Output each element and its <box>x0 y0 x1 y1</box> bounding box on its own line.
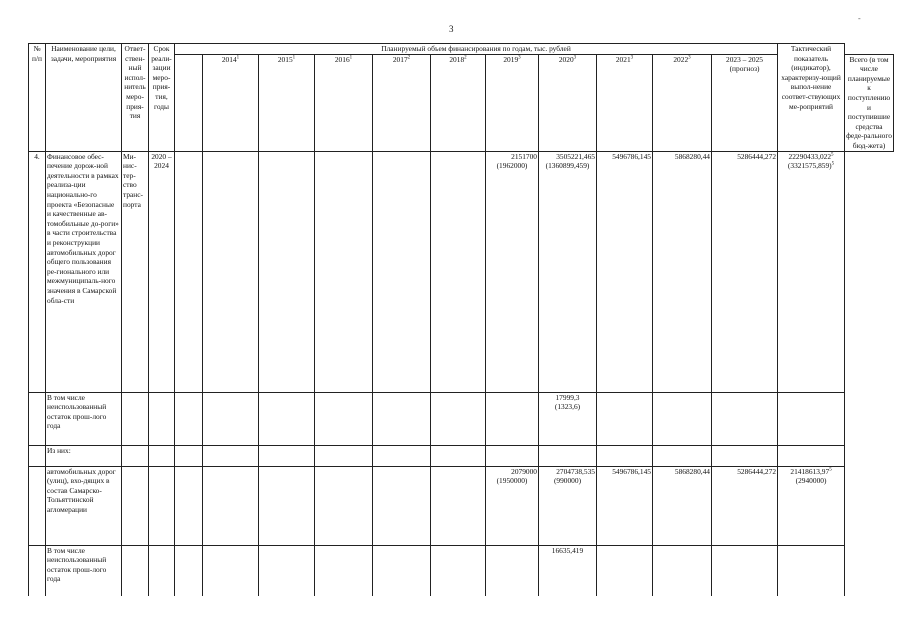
cell-empty <box>486 445 539 466</box>
cell-empty <box>315 445 373 466</box>
cell-empty <box>175 151 203 392</box>
cell-empty <box>373 392 431 445</box>
row-name: Финансовое обес-печение дорож-ной деятельности в рамках реализа-ции национально-го проекта «Безопасные и качественные ав-томобильные до-роги» в части строительства и реконструкции автомобильных дорог общего пользования ре-гионального или межмуниципаль-ного значения в Самарской обла-сти <box>46 151 122 392</box>
header-year-2018: 2018$^2$ <box>431 54 486 151</box>
cell-empty <box>431 392 486 445</box>
cell-empty <box>315 392 373 445</box>
header-name: Наименование цели, задачи, мероприятия <box>46 44 122 152</box>
header-total: Всего (в том числе планируемые к поступлению и поступившие средства феде-рального бюд-жета) <box>846 54 892 150</box>
header-blank <box>175 54 203 151</box>
cell-empty <box>203 466 259 545</box>
cell-empty <box>315 466 373 545</box>
cell-2020: 3505221,465 (1360899,459) <box>539 151 597 392</box>
header-year-2019: 2019$^3$ <box>486 54 539 151</box>
cell-empty <box>597 445 653 466</box>
cell-empty <box>373 445 431 466</box>
row-executor: Ми-нис-тер-ство транс-порта <box>122 151 149 392</box>
cell-2020: 2704738,535 (990000) <box>539 466 597 545</box>
corner-mark: - <box>858 14 861 23</box>
header-forecast: 2023 – 2025 (прогноз) <box>712 54 778 151</box>
cell-empty <box>712 445 778 466</box>
table-row <box>29 466 894 545</box>
table-row <box>29 151 894 392</box>
cell-empty <box>259 545 315 596</box>
cell-empty <box>122 466 149 545</box>
cell-2022: 5868280,44 <box>653 466 712 545</box>
cell-empty <box>149 466 175 545</box>
row-name: Из них: <box>46 445 122 466</box>
cell-empty <box>539 445 597 466</box>
header-year-2022: 2022$^3$ <box>653 54 712 151</box>
cell-empty <box>486 392 539 445</box>
cell-empty <box>431 445 486 466</box>
cell-empty <box>431 151 486 392</box>
funding-table <box>28 43 894 596</box>
cell-2019: 2079000 (1950000) <box>486 466 539 545</box>
header-year-2016: 2016$^1$ <box>315 54 373 151</box>
table-row <box>29 545 894 596</box>
cell-2021: 5496786,145 <box>597 151 653 392</box>
cell-empty <box>203 445 259 466</box>
cell-empty <box>29 466 46 545</box>
cell-empty <box>259 445 315 466</box>
cell-empty <box>315 151 373 392</box>
cell-empty <box>29 545 46 596</box>
row-number: 4. <box>29 151 46 392</box>
cell-total: 21418613,97$^5$ (2940000) <box>778 466 845 545</box>
cell-empty <box>373 466 431 545</box>
cell-empty <box>259 392 315 445</box>
cell-empty <box>315 545 373 596</box>
header-year-2021: 2021$^3$ <box>597 54 653 151</box>
cell-empty <box>175 392 203 445</box>
cell-empty <box>712 392 778 445</box>
cell-empty <box>259 466 315 545</box>
cell-2020: 16635,419 <box>539 545 597 596</box>
cell-empty <box>259 151 315 392</box>
cell-empty <box>373 151 431 392</box>
row-term: 2020 – 2024 <box>149 151 175 392</box>
cell-2021: 5496786,145 <box>597 466 653 545</box>
cell-empty <box>149 392 175 445</box>
cell-empty <box>203 151 259 392</box>
header-indicator: Тактический показатель (индикатор), характеризу-ющий выпол-нение соответ-ствующих ме-роприятий <box>778 44 845 152</box>
cell-empty <box>203 392 259 445</box>
table-row <box>29 445 894 466</box>
cell-empty <box>653 445 712 466</box>
cell-empty <box>778 392 845 445</box>
cell-2020: 17999,3 (1323,6) <box>539 392 597 445</box>
cell-empty <box>431 545 486 596</box>
header-funding: Планируемый объем финансирования по годам, тыс. рублей <box>175 44 778 55</box>
cell-empty <box>778 545 845 596</box>
cell-empty <box>486 545 539 596</box>
row-name: В том числе неиспользованный остаток прош-лого года <box>46 545 122 596</box>
cell-empty <box>653 392 712 445</box>
header-year-2017: 2017$^2$ <box>373 54 431 151</box>
cell-empty <box>149 545 175 596</box>
page-number: 3 <box>449 24 454 34</box>
cell-empty <box>175 545 203 596</box>
header-year-2020: 2020$^3$ <box>539 54 597 151</box>
cell-forecast: 5286444,272 <box>712 151 778 392</box>
cell-forecast: 5286444,272 <box>712 466 778 545</box>
cell-empty <box>175 466 203 545</box>
header-no: № п/п <box>29 44 46 152</box>
header-year-2014: 2014$^1$ <box>203 54 259 151</box>
cell-2022: 5868280,44 <box>653 151 712 392</box>
header-year-2015: 2015$^1$ <box>259 54 315 151</box>
cell-empty <box>597 545 653 596</box>
cell-empty <box>373 545 431 596</box>
cell-empty <box>712 545 778 596</box>
header-term: Срок реали-зации меро-прия-тия, годы <box>149 44 175 152</box>
row-name: В том числе неиспользованный остаток прош-лого года <box>46 392 122 445</box>
cell-empty <box>122 392 149 445</box>
cell-empty <box>431 466 486 545</box>
cell-empty <box>122 445 149 466</box>
cell-empty <box>653 545 712 596</box>
cell-total: 22290433,022$^5$ $(3321575,859)^5$ <box>778 151 845 392</box>
cell-empty <box>149 445 175 466</box>
cell-2019: 2151700 (1962000) <box>486 151 539 392</box>
header-executor: Ответ-ствен-ный испол-нитель меро-прия-тия <box>122 44 149 152</box>
cell-empty <box>175 445 203 466</box>
table-row <box>29 392 894 445</box>
cell-empty <box>29 392 46 445</box>
row-name: автомобильных дорог (улиц), вхо-дящих в состав Самарско-Тольяттинской агломерации <box>46 466 122 545</box>
cell-empty <box>29 445 46 466</box>
cell-empty <box>122 545 149 596</box>
cell-empty <box>597 392 653 445</box>
cell-empty <box>203 545 259 596</box>
cell-empty <box>778 445 845 466</box>
